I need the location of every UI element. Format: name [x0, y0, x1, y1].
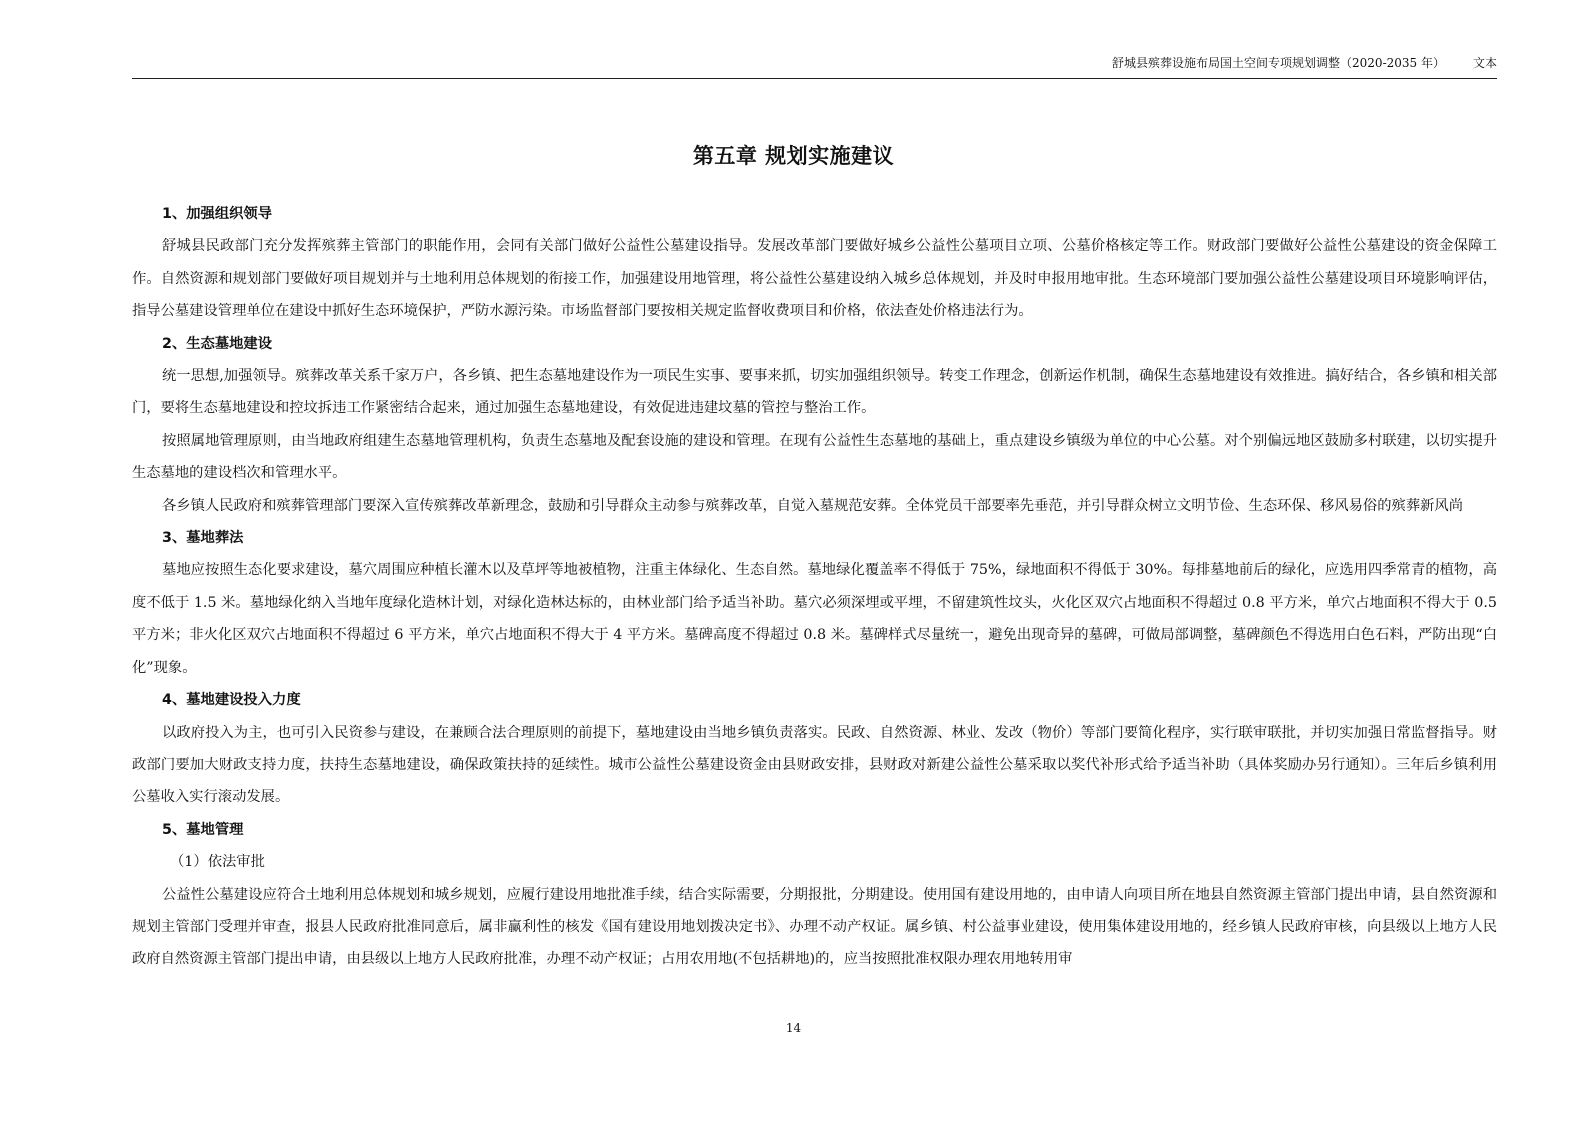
section-heading-cemetery-management: 5、墓地管理 — [162, 821, 244, 838]
section-heading-organization-leadership: 1、加强组织领导 — [162, 206, 273, 222]
paragraph: 以政府投入为主，也可引入民资参与建设，在兼顾合法合理原则的前提下，墓地建设由当地乡镇负责落实。民政、自然资源、林业、发改（物价）等部门要简化程序，实行联审联批，并切实加强日常监督指导。财政部门要加大财政支持力度，扶持生态墓地建设，确保政策扶持的延续性。城市公益性公墓建设资金由县财政安排，县财政对新建公益性公墓采取以奖代补形式给予适当补助（具体奖励办另行通知）。三年后乡镇利用公墓收入实行滚动发展。 — [132, 724, 1497, 806]
page-header — [132, 50, 1497, 79]
chapter-title: 第五章 规划实施建议 — [692, 144, 895, 168]
header-document-title: 舒城县殡葬设施布局国土空间专项规划调整（2020-2035 年） — [1112, 56, 1445, 70]
section-heading-investment: 4、墓地建设投入力度 — [162, 692, 301, 709]
subsection-heading-approval: （1）依法审批 — [170, 854, 265, 871]
paragraph: 按照属地管理原则，由当地政府组建生态墓地管理机构，负责生态墓地及配套设施的建设和管理。在现有公益性生态墓地的基础上，重点建设乡镇级为单位的中心公墓。对个别偏远地区鼓励多村联建，以切实提升生态墓地的建设档次和管理水平。 — [132, 432, 1497, 482]
paragraph: 各乡镇人民政府和殡葬管理部门要深入宣传殡葬改革新理念，鼓励和引导群众主动参与殡葬改革，自觉入墓规范安葬。全体党员干部要率先垂范，并引导群众树立文明节俭、生态环保、移风易俗的殡葬新风尚 — [162, 497, 1464, 514]
paragraph: 舒城县民政部门充分发挥殡葬主管部门的职能作用，会同有关部门做好公益性公墓建设指导。发展改革部门要做好城乡公益性公墓项目立项、公墓价格核定等工作。财政部门要做好公益性公墓建设的资金保障工作。自然资源和规划部门要做好项目规划并与土地利用总体规划的衔接工作，加强建设用地管理，将公益性公墓建设纳入城乡总体规划，并及时申报用地审批。生态环境部门要加强公益性公墓建设项目环境影响评估，指导公墓建设管理单位在建设中抓好生态环境保护，严防水源污染。市场监督部门要按相关规定监督收费项目和价格，依法查处价格违法行为。 — [132, 238, 1497, 320]
paragraph: 统一思想,加强领导。殡葬改革关系千家万户，各乡镇、把生态墓地建设作为一项民生实事、要事来抓，切实加强组织领导。转变工作理念，创新运作机制，确保生态墓地建设有效推进。搞好结合，各乡镇和相关部门，要将生态墓地建设和控坟拆违工作紧密结合起来，通过加强生态墓地建设，有效促进违建坟墓的管控与整治工作。 — [132, 368, 1497, 417]
header-document-type: 文本 — [1472, 56, 1497, 70]
section-heading-eco-cemetery-construction: 2、生态墓地建设 — [162, 335, 273, 352]
paragraph: 公益性公墓建设应符合土地利用总体规划和城乡规划，应履行建设用地批准手续，结合实际需要，分期报批，分期建设。使用国有建设用地的，由申请人向项目所在地县自然资源主管部门提出申请，县自然资源和规划主管部门受理并审查，报县人民政府批准同意后，属非赢利性的核发《国有建设用地划拨决定书》、办理不动产权证。属乡镇、村公益事业建设，使用集体建设用地的，经乡镇人民政府审核，向县级以上地方人民政府自然资源主管部门提出申请，由县级以上地方人民政府批准，办理不动产权证；占用农用地(不包括耕地)的，应当按照批准权限办理农用地转用审 — [132, 886, 1497, 968]
section-heading-burial-methods: 3、墓地葬法 — [162, 530, 244, 547]
page-number: 14 — [785, 1021, 802, 1035]
paragraph: 墓地应按照生态化要求建设，墓穴周围应种植长灌木以及草坪等地被植物，注重主体绿化、生态自然。墓地绿化覆盖率不得低于 75%，绿地面积不得低于 30%。每排墓地前后的绿化，应选用四季常青的植物，高度不低于 1.5 米。墓地绿化纳入当地年度绿化造林计划，对绿化造林达标的，由林业部门给予适当补助。墓穴必须深埋或平埋，不留建筑性坟头，火化区双穴占地面积不得超过 0.8 平方米，单穴占地面积不得大于 0.5 平方米；非火化区双穴占地面积不得超过 6 平方米，单穴占地面积不得大于 4 平方米。墓碑高度不得超过 0.8 米。墓碑样式尽量统一，避免出现奇异的墓碑，可做局部调整，墓碑颜色不得选用白色石料，严防出现“白化”现象。 — [132, 562, 1497, 676]
main-content — [132, 198, 1497, 976]
